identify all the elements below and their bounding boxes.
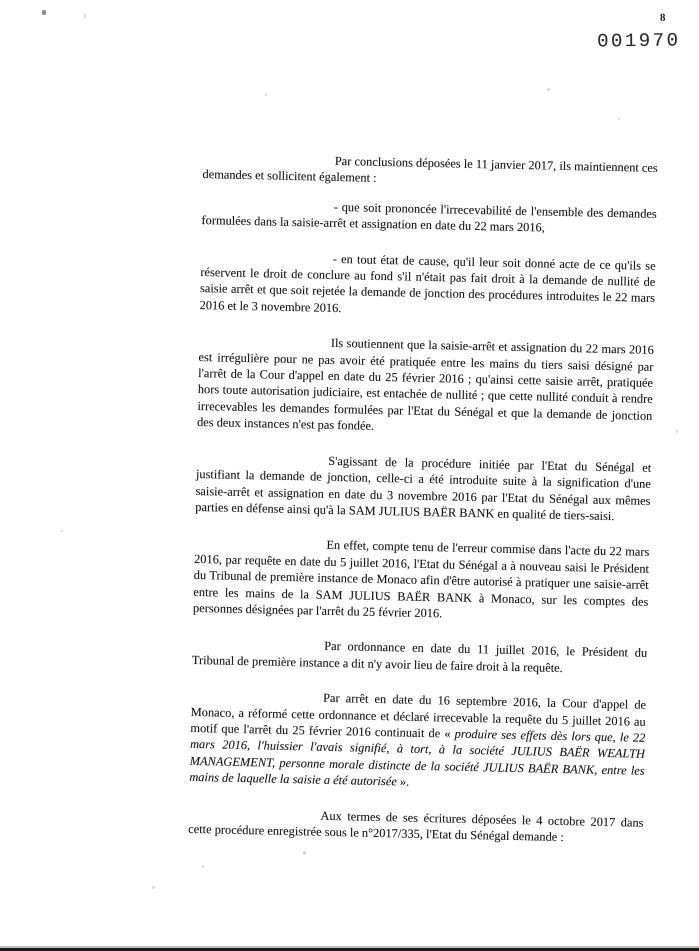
paragraph-aux-termes-ecritures: Aux termes de ses écritures déposées le 4 octobre 2017 dans cette procédure enregistrée sous le n°2017/335, l'Etat du Sénégal demande : (188, 808, 644, 845)
paragraph-bullet-irrecevabilite: - que soit prononcée l'irrecevabilité de l'ensemble des demandes formulées dans la saisie-arrêt et assignation en date du 22 mars 2016, (201, 199, 657, 235)
paragraph-bullet-tout-etat-de-cause: - en tout état de cause, qu'il leur soit donné acte de ce qu'ils se réservent le droit de conclure au fond s'il n'était pas fait droit à la demande de nullité de saisie arrêt et que soit rejetée la demande de jonction des procédures introduites le 22 mars 2016 et le 3 novembre 2016. (199, 251, 656, 315)
scan-speckle (202, 865, 204, 868)
paragraph-en-effet-erreur: En effet, compte tenu de l'erreur commise dans l'acte du 22 mars 2016, par requête en date du 5 juillet 2016, l'Etat du Sénégal a à nouveau saisi le Président du Tribunal de première instance de Monaco afin d'être autorisé à pratiquer une saisie-arrêt entre les mains de la SAM JULIUS BAËR BANK à Monaco, sur les comptes des personnes désignées par l'arrêt du 25 février 2016. (192, 538, 650, 621)
scan-speckle (42, 10, 46, 15)
paragraph-sagissant-procedure: S'agissant de la procédure initiée par l'Etat du Sénégal et justifiant la demande de jonction, celle-ci a été introduite suite à la signification d'une saisie-arrêt et assignation en date du 3 novembre 2016 par l'Etat du Sénégal aux mêmes parties en défense ainsi qu'à la SAM JULIUS BAËR BANK en qualité de tiers-saisi. (195, 453, 652, 523)
scan-speckle (676, 430, 678, 433)
paragraph-ils-soutiennent: Ils soutiennent que la saisie-arrêt et assignation du 22 mars 2016 est irrégulière pour ne pas avoir été pratiquée entre les mains du tiers saisi désigné par l'arrêt de la Cour d'appel en date du 25 février 2016 ; qu'ainsi cette saisie arrêt, pratiquée hors toute autorisation judiciaire, est entachée de nullité ; que cette nullité conduit à rendre irrecevables les demandes formulées par l'Etat du Sénégal et que la demande de jonction des deux instances n'est pas fondée. (196, 336, 654, 434)
paragraph-conclusions-deposees: Par conclusions déposées le 11 janvier 2017, ils maintiennent ces demandes et sollicitent également : (202, 153, 658, 186)
paragraph-par-arret-16-septembre (189, 687, 646, 795)
bates-stamp: 001970 (596, 29, 681, 53)
quote-lead-text: Par arrêt en date du 16 septembre 2016, la Cour d'appel de Monaco, a réformé cette ordonnance et déclaré irrecevable la requête du 5 juillet 2016 au motif que l'arrêt du 25 février 2016 continuait de « (190, 690, 647, 741)
quoted-arret-text: produire ses effets dès lors que, le 22 mars 2016, l'huissier l'avais signifié, à tort, à la société JULIUS BAËR WEALTH MANAGEMENT, personne morale distincte de la société JULIUS BAËR BANK, entre les mains de laquelle la saisie a été autorisée (189, 726, 646, 789)
scan-speckle (61, 530, 63, 532)
page-number: 8 (659, 11, 666, 25)
scan-speckle (152, 886, 155, 889)
scan-speckle (265, 93, 267, 96)
document-body (188, 150, 658, 861)
paragraph-par-ordonnance: Par ordonnance en date du 11 juillet 2016, le Président du Tribunal de première instance a dit n'y avoir lieu de faire droit à la requête. (191, 639, 648, 675)
quote-tail-text: ». (396, 774, 410, 789)
scan-speckle (84, 14, 86, 18)
scan-speckle (547, 88, 550, 91)
scan-speckle (618, 118, 620, 120)
